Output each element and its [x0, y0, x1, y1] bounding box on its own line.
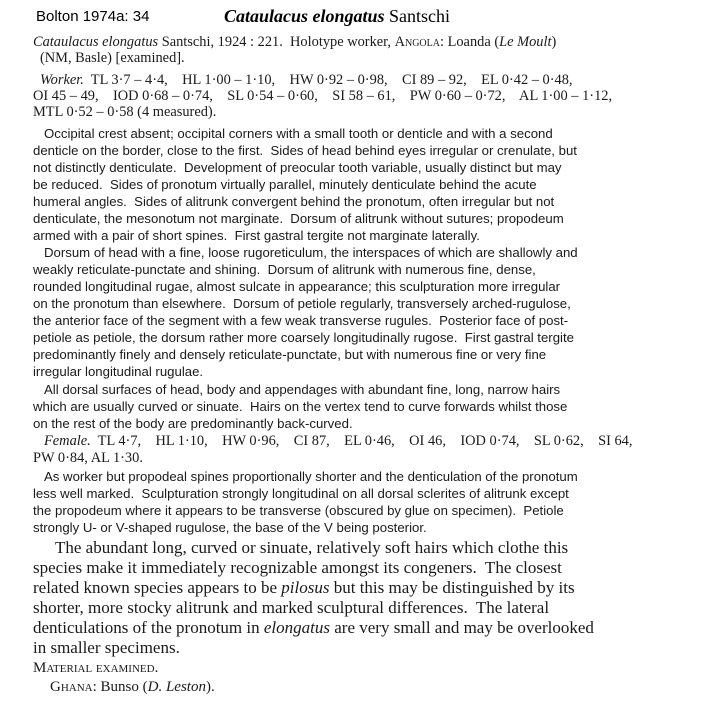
worker-description-line: Occipital crest absent; occipital corners with a small tooth or denticle and with a second [44, 126, 553, 141]
material-record: Ghana: Bunso (D. Leston). [50, 679, 215, 695]
worker-sculpture-line: petiole as petiole, the dorsum rather more coarsely longitudinally rugose. First gastral tergite [33, 330, 574, 345]
worker-description-line: denticulate, the mesonotum not marginate. Dorsum of alitrunk without sutures; propodeum [33, 211, 564, 226]
worker-sculpture-line: Dorsum of head with a fine, loose rugoreticulum, the interspaces of which are shallowly and [44, 245, 578, 260]
citation-line-1: Cataulacus elongatus Santschi, 1924 : 221. Holotype worker, Angola: Loanda (Le Moult) [33, 34, 557, 50]
discussion-line: denticulations of the pronotum in elongatus are very small and may be overlooked [33, 618, 594, 637]
related-species-name: pilosus [281, 578, 330, 597]
worker-description-line: humeral angles. Sides of alitrunk convergent behind the pronotum, often irregular but not [33, 194, 555, 209]
worker-measurements-line-2: OI 45 – 49, IOD 0·68 – 0·74, SL 0·54 – 0·60, SI 58 – 61, PW 0·60 – 0·72, AL 1·00 – 1·12, [33, 88, 613, 104]
discussion-line: The abundant long, curved or sinuate, relatively soft hairs which clothe this [55, 538, 569, 557]
worker-measurements-line-1: Worker. TL 3·7 – 4·4, HL 1·00 – 1·10, HW 0·92 – 0·98, CI 89 – 92, EL 0·42 – 0·48, [40, 72, 573, 88]
discussion-line: species make it immediately recognizable amongst its congeners. The closest [33, 558, 562, 577]
female-description-line: less well marked. Sculpturation strongly longitudinal on all dorsal sclerites of alitrunk except [33, 486, 569, 501]
worker-sculpture-line: weakly reticulate-punctate and shining. Dorsum of alitrunk with numerous fine, dense, [33, 262, 536, 277]
worker-description-line: denticle on the border, close to the first. Sides of head behind eyes irregular or crenulate, but [33, 143, 577, 158]
source-citation: Bolton 1974a: 34 [36, 8, 150, 25]
worker-sculpture-line: predominantly finely and densely reticulate-punctate, but with numerous fine or very fine [33, 347, 547, 362]
worker-sculpture-line: irregular longitudinal rugulae. [33, 364, 204, 379]
worker-pilosity-line: All dorsal surfaces of head, body and appendages with abundant fine, long, narrow hairs [44, 382, 561, 397]
worker-description-line: armed with a pair of short spines. First gastral tergite not marginate laterally. [33, 228, 480, 243]
worker-pilosity-line: which are usually curved or sinuate. Hairs on the vertex tend to curve forwards whilst those [33, 399, 568, 414]
species-title [224, 6, 450, 27]
female-label: Female. [44, 433, 91, 449]
species-name-inline: elongatus [263, 618, 330, 637]
worker-label: Worker. [40, 72, 84, 88]
female-measurements-line-2: PW 0·84, AL 1·30. [33, 450, 143, 466]
female-measurements-line-1: Female. TL 4·7, HL 1·10, HW 0·96, CI 87, EL 0·46, OI 46, IOD 0·74, SL 0·62, SI 64, [44, 433, 633, 449]
worker-sculpture-line: on the pronotum than elsewhere. Dorsum of petiole regularly, transversely arched-rugulose, [33, 296, 571, 311]
female-description-line: strongly U- or V-shaped rugulose, the base of the V being posterior. [33, 520, 427, 535]
material-examined-heading: Material examined. [33, 660, 159, 676]
citation-line-2: (NM, Basle) [examined]. [40, 50, 185, 66]
worker-measurements-line-3: MTL 0·52 – 0·58 (4 measured). [33, 104, 217, 120]
female-description-line: As worker but propodeal spines proportionally shorter and the denticulation of the pronotum [44, 469, 578, 484]
worker-pilosity-line: on the rest of the body are predominantly back-curved. [33, 416, 353, 431]
species-name: Cataulacus elongatus [224, 6, 385, 26]
worker-description-line: be reduced. Sides of pronotum virtually parallel, minutely denticulate behind the acute [33, 177, 537, 192]
worker-sculpture-line: the anterior face of the segment with a few weak transverse rugules. Posterior face of post- [33, 313, 569, 328]
worker-sculpture-line: rounded longitudinal rugae, almost sulcate in appearance; this sculpturation more irregular [33, 279, 561, 294]
species-author: Santschi [384, 6, 451, 26]
discussion-line: shorter, more stocky alitrunk and marked sculptural differences. The lateral [33, 598, 550, 617]
discussion-line: related known species appears to be pilosus but this may be distinguished by its [33, 578, 575, 597]
female-description-line: the propodeum where it appears to be transverse (obscured by glue on specimen). Petiole [33, 503, 564, 518]
discussion-line: in smaller specimens. [33, 638, 180, 657]
worker-description-line: not distinctly denticulate. Development of preocular tooth variable, usually distinct but may [33, 160, 562, 175]
